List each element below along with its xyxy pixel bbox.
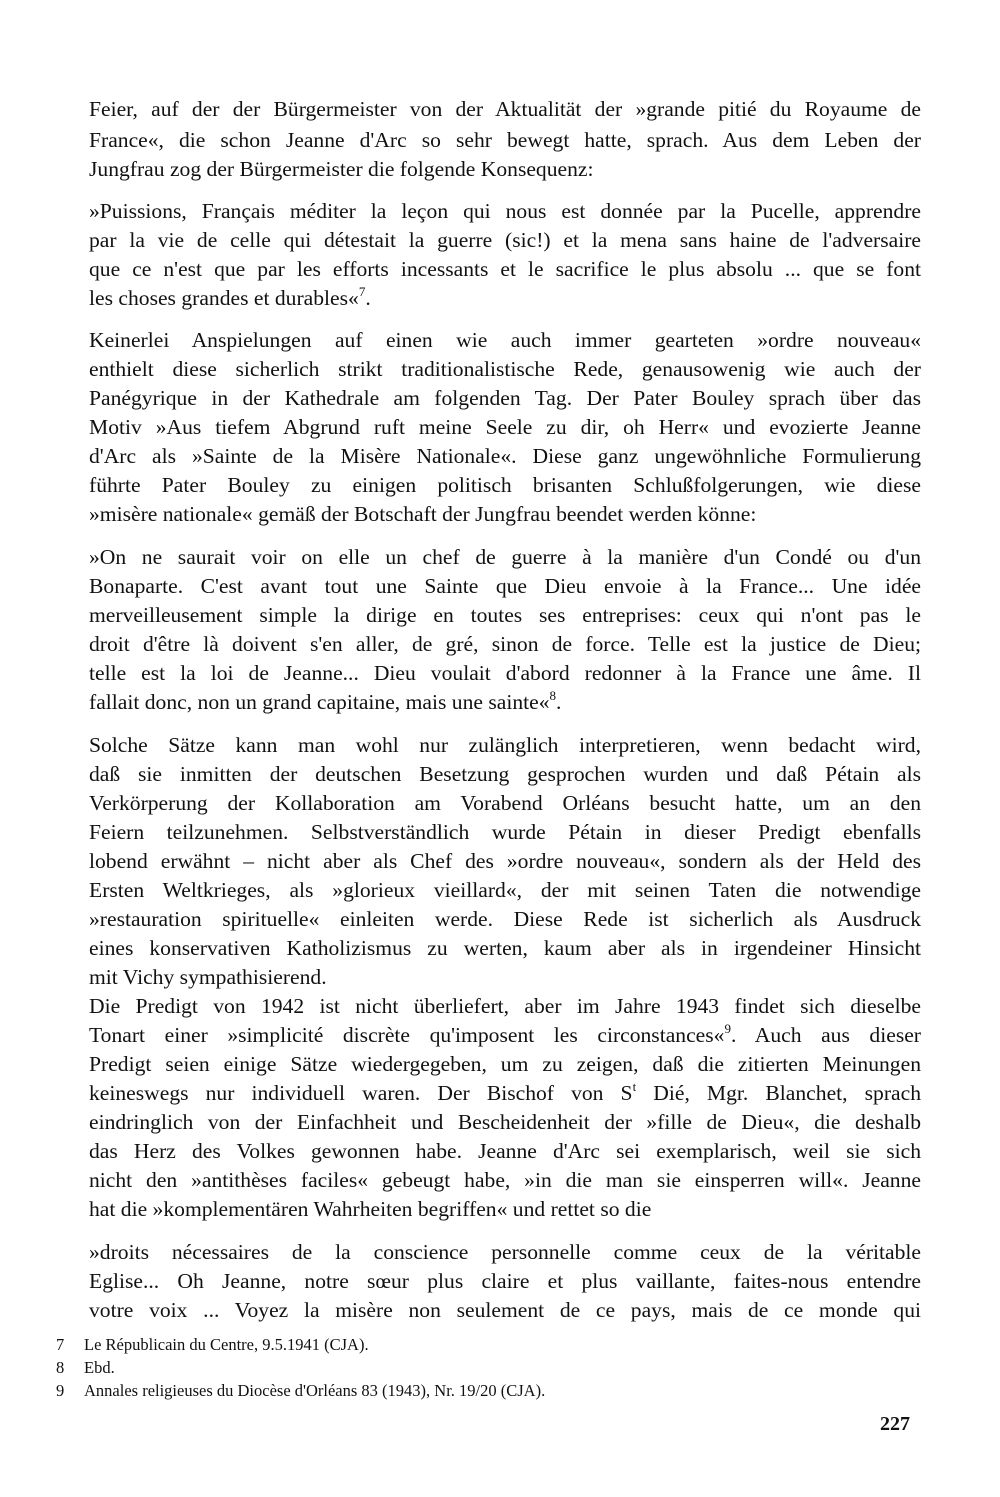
text-line: daß sie inmitten der deutschen Besetzung gesprochen wurden und daß Pétain als (89, 762, 921, 786)
text-line: France«, die schon Jeanne d'Arc so sehr bewegt hatte, sprach. Aus dem Leben der (89, 128, 921, 152)
footnote-ref: 9 (724, 1021, 731, 1036)
footnote-text: Annales religieuses du Diocèse d'Orléans 83 (1943), Nr. 19/20 (CJA). (84, 1381, 546, 1400)
quote-line: par la vie de celle qui détestait la guerre (sic!) et la mena sans haine de l'adversaire (89, 228, 921, 252)
footnote (56, 1334, 369, 1356)
text-line: führte Pater Bouley zu einigen politisch brisanten Schlußfolgerungen, wie diese (89, 473, 921, 497)
text-line: Panégyrique in der Kathedrale am folgenden Tag. Der Pater Bouley sprach über das (89, 386, 921, 410)
text-line: nicht den »antithèses faciles« gebeugt habe, »in die man sie einsperren will«. Jeanne (89, 1168, 921, 1192)
text-line: eindringlich von der Einfachheit und Bescheidenheit der »fille de Dieu«, die deshalb (89, 1110, 921, 1134)
quote-line: telle est la loi de Jeanne... Dieu voulait d'abord redonner à la France une âme. Il (89, 661, 921, 685)
text-segment: keineswegs nur individuell waren. Der Bischof von S (89, 1081, 633, 1105)
footnote-number: 9 (56, 1381, 65, 1400)
footnote-ref: 7 (358, 284, 366, 299)
footnote-ref: 8 (549, 688, 557, 703)
text-line: hat die »komplementären Wahrheiten begriffen« und rettet so die (89, 1197, 652, 1221)
text-line: eines konservativen Katholizismus zu werten, kaum aber als in irgendeiner Hinsicht (89, 936, 921, 960)
footnote-text: Le Républicain du Centre, 9.5.1941 (CJA). (84, 1335, 369, 1354)
quote-line: »droits nécessaires de la conscience personnelle comme ceux de la véritable (89, 1240, 921, 1264)
quote-line: »Puissions, Français méditer la leçon qui nous est donnée par la Pucelle, apprendre (89, 199, 921, 223)
text-line: lobend erwähnt – nicht aber als Chef des »ordre nouveau«, sondern als der Held des (89, 849, 921, 873)
superscript: t (632, 1079, 637, 1094)
quote-line: les choses grandes et durables«$^7$. (89, 284, 371, 310)
text-segment: Dié, Mgr. Blanchet, sprach (636, 1081, 921, 1105)
quote-line: Bonaparte. C'est avant tout une Sainte que Dieu envoie à la France... Une idée (89, 574, 921, 598)
text-line: Verkörperung der Kollaboration am Vorabend Orléans besucht hatte, um an den (89, 791, 921, 815)
text-line: »misère nationale« gemäß der Botschaft der Jungfrau beendet werden könne: (89, 502, 757, 526)
quote-line: droit d'être là doivent s'en aller, de gré, sinon de force. Telle est la justice de Dieu; (89, 632, 921, 656)
text-line: Feiern teilzunehmen. Selbstverständlich wurde Pétain in dieser Predigt ebenfalls (89, 820, 921, 844)
quote-line: que ce n'est que par les efforts incessants et le sacrifice le plus absolu ... que se font (89, 257, 921, 281)
quote-line: votre voix ... Voyez la misère non seulement de ce pays, mais de ce monde qui (89, 1298, 921, 1322)
text-line: »restauration spirituelle« einleiten werde. Diese Rede ist sicherlich als Ausdruck (89, 907, 921, 931)
footnote (56, 1380, 545, 1402)
page-number: 227 (880, 1413, 910, 1435)
text-line: Die Predigt von 1942 ist nicht überliefert, aber im Jahre 1943 findet sich dieselbe (89, 994, 921, 1018)
text-line (89, 1079, 921, 1108)
text-line (89, 1021, 921, 1050)
quote-line: Eglise... Oh Jeanne, notre sœur plus claire et plus vaillante, faites-nous entendre (89, 1269, 921, 1293)
text-line: enthielt diese sicherlich strikt traditionalistische Rede, genausowenig wie auch der (89, 357, 921, 381)
text-line: das Herz des Volkes gewonnen habe. Jeanne d'Arc sei exemplarisch, weil sie sich (89, 1139, 921, 1163)
text-line: Jungfrau zog der Bürgermeister die folgende Konsequenz: (89, 157, 594, 181)
text-line: Solche Sätze kann man wohl nur zulänglich interpretieren, wenn bedacht wird, (89, 733, 921, 757)
quote-line: »On ne saurait voir on elle un chef de guerre à la manière d'un Condé ou d'un (89, 545, 921, 569)
quote-line: fallait donc, non un grand capitaine, mais une sainte«$^8$. (89, 688, 562, 714)
footnote (56, 1357, 115, 1379)
text-line: Predigt seien einige Sätze wiedergegeben, um zu zeigen, daß die zitierten Meinungen (89, 1052, 921, 1076)
footnote-number: 8 (56, 1358, 65, 1377)
text-line: mit Vichy sympathisierend. (89, 965, 327, 989)
text-line: Motiv »Aus tiefem Abgrund ruft meine Seele zu dir, oh Herr« und evozierte Jeanne (89, 415, 921, 439)
quote-text: les choses grandes et durables« (89, 286, 359, 310)
text-line: Feier, auf der der Bürgermeister von der Aktualität der »grande pitié du Royaume de (89, 97, 921, 121)
text-segment: Tonart einer »simplicité discrète qu'imposent les circonstances« (89, 1023, 725, 1047)
text-segment: . Auch aus dieser (730, 1023, 921, 1047)
text-line: Ersten Weltkrieges, als »glorieux vieillard«, der mit seinen Taten die notwendige (89, 878, 921, 902)
footnote-text: Ebd. (84, 1358, 115, 1377)
text-line: d'Arc als »Sainte de la Misère Nationale«. Diese ganz ungewöhnliche Formulierung (89, 444, 921, 468)
quote-text: fallait donc, non un grand capitaine, mais une sainte« (89, 690, 550, 714)
text-line: Keinerlei Anspielungen auf einen wie auch immer gearteten »ordre nouveau« (89, 328, 921, 352)
quote-line: merveilleusement simple la dirige en toutes ses entreprises: ceux qui n'ont pas le (89, 603, 921, 627)
footnote-number: 7 (56, 1335, 65, 1354)
